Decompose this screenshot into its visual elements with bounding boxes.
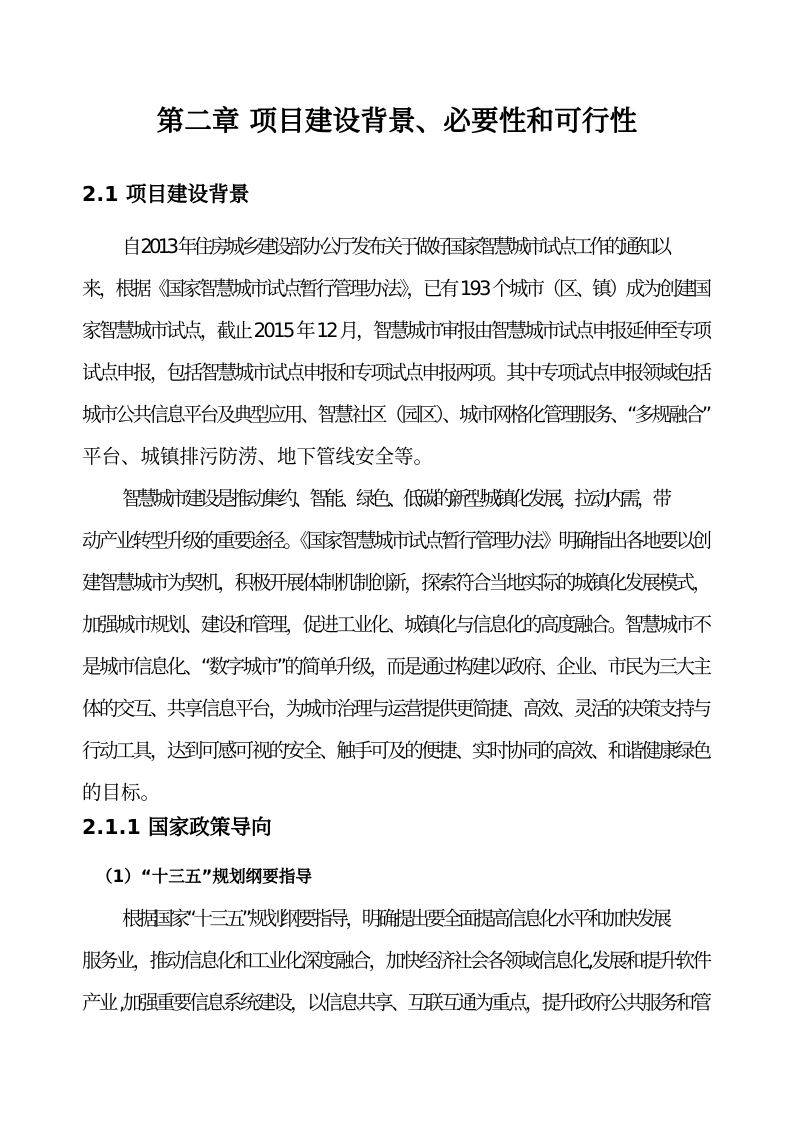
line-text: 城市公共信息平台及典型应用、智慧社区（园区）、城市网格化管理服务、“多规融合” bbox=[82, 403, 710, 426]
line-text: 来，根据《国家智慧城市试点暂行管理办法》，已有 193 个城市（区、镇）成为创建国 bbox=[82, 277, 710, 300]
paragraph-line bbox=[82, 898, 712, 940]
paragraph-line bbox=[82, 688, 712, 730]
line-text: 体的交互、共享信息平台，为城市治理与运营提供更简捷、高效、灵活的决策支持与 bbox=[82, 697, 710, 720]
page-title: 第二章 项目建设背景、必要性和可行性 bbox=[156, 105, 638, 137]
paragraph-line bbox=[82, 268, 712, 310]
line-text: 是城市信息化、“数字城市”的简单升级，而是通过构建以政府、企业、市民为三大主 bbox=[82, 655, 710, 678]
paragraph-line: 的目标。 bbox=[82, 781, 161, 804]
line-text: 行动工具，达到可感可视的安全、触手可及的便捷、实时协同的高效、和谐健康绿色 bbox=[82, 739, 710, 762]
paragraph-line bbox=[82, 730, 712, 772]
paragraph-line bbox=[82, 940, 712, 982]
heading-2-1: 2.1 项目建设背景 bbox=[82, 182, 250, 206]
paragraph-line bbox=[82, 394, 712, 436]
line-text: 试点申报，包括智慧城市试点申报和专项试点申报两项。其中专项试点申报领域包括 bbox=[82, 361, 710, 384]
paragraph-2 bbox=[82, 478, 712, 814]
line-text: 产业 ,加强重要信息系统建设，以信息共享、互联互通为重点，提升政府公共服务和管 bbox=[82, 991, 710, 1014]
paragraph-line: 平台、城镇排污防涝、地下管线安全等。 bbox=[82, 445, 434, 468]
line-text: 动产业转型升级的重要途径。《国家智慧城市试点暂行管理办法》明确指出各地要以创 bbox=[82, 529, 710, 552]
heading-2-1-1: 2.1.1 国家政策导向 bbox=[82, 815, 272, 839]
paragraph-line bbox=[82, 352, 712, 394]
paragraph-1 bbox=[82, 226, 712, 478]
line-text: 家智慧城市试点，截止 2015 年 12 月，智慧城市审报由智慧城市试点申报延伸至专项 bbox=[82, 319, 710, 342]
paragraph-line bbox=[82, 646, 712, 688]
paragraph-line bbox=[82, 478, 712, 520]
heading-item-1: （1）“十三五”规划纲要指导 bbox=[96, 867, 313, 886]
line-text: 服务业，推动信息化和工业化深度融合，加快经济社会各领域信息化,发展和提升软件 bbox=[82, 949, 710, 972]
line-text: 根据国家“十三五”规划纲要指导，明确提出要全面提高信息化水平和加快发展 bbox=[122, 907, 669, 930]
paragraph-line bbox=[82, 520, 712, 562]
line-text: 自 2013 年住房城乡建设部办公厅发布关于做好国家智慧城市试点工作的通知以 bbox=[122, 235, 669, 258]
paragraph-line bbox=[82, 982, 712, 1024]
paragraph-line bbox=[82, 562, 712, 604]
paragraph-line bbox=[82, 310, 712, 352]
line-text: 建智慧城市为契机，积极开展体制机制创新，探索符合当地实际的城镇化发展模式， bbox=[82, 571, 710, 594]
line-text: 智慧城市建设是推动集约、智能、绿色、低碳的新型城镇化发展，拉动内需，带 bbox=[122, 487, 669, 510]
paragraph-line bbox=[82, 226, 712, 268]
paragraph-3 bbox=[82, 898, 712, 1024]
line-text: 加强城市规划、建设和管理，促进工业化、城镇化与信息化的高度融合。智慧城市不 bbox=[82, 613, 710, 636]
paragraph-line bbox=[82, 604, 712, 646]
